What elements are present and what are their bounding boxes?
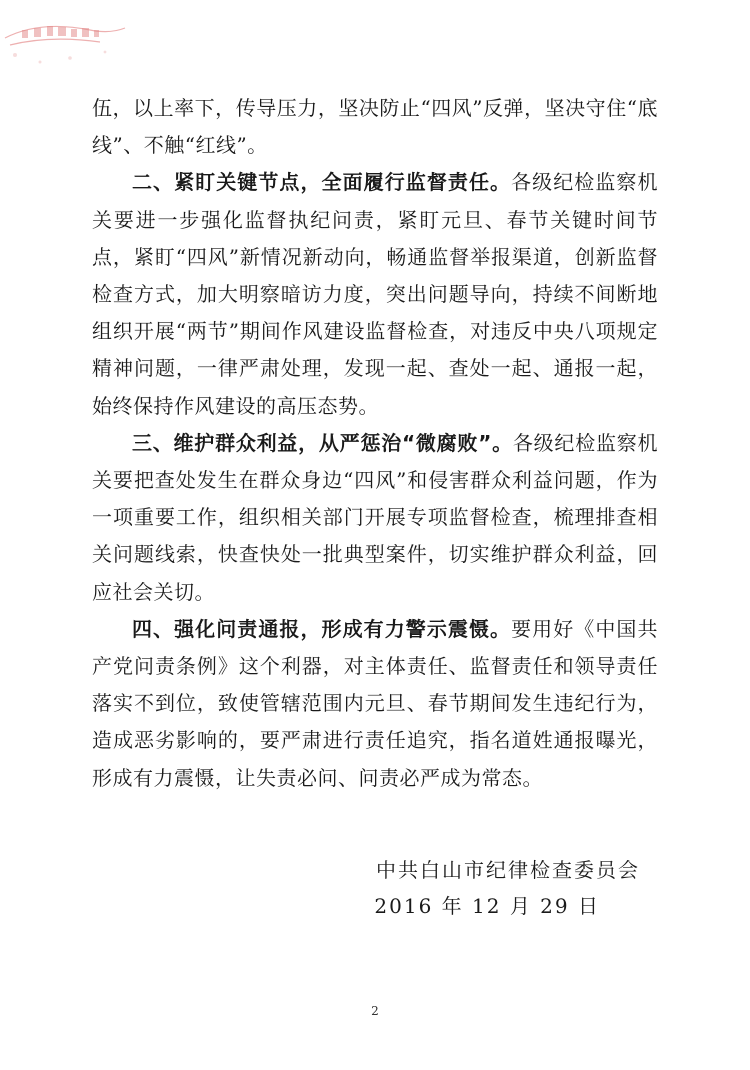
document-body (92, 90, 658, 797)
paragraph-text: 各级纪检监察机关要进一步强化监督执纪问责，紧盯元旦、春节关键时间节点，紧盯“四风”新情况新动向，畅通监督举报渠道，创新监督检查方式，加大明察暗访力度，突出问题导向，持续不间断地组织开展“两节”期间作风建设监督检查，对违反中央八项规定精神问题，一律严肃处理，发现一起、查处一起、通报一起，始终保持作风建设的高压态势。 (92, 170, 658, 418)
paragraph-section-2 (92, 164, 658, 424)
section-heading: 四、强化问责通报，形成有力警示震慑。 (132, 616, 512, 641)
paragraph-text: 要用好《中国共产党问责条例》这个利器，对主体责任、监督责任和领导责任落实不到位，致使管辖范围内元旦、春节期间发生违纪行为，造成恶劣影响的，要严肃进行责任追究，指名道姓通报曝光，形成有力震慑，让失责必问、问责必严成为常态。 (92, 616, 658, 790)
paragraph-section-3 (92, 425, 658, 611)
red-seal-fragment (0, 0, 130, 80)
page-number: 2 (371, 1004, 379, 1018)
paragraph-text: 各级纪检监察机关要把查处发生在群众身边“四风”和侵害群众利益问题，作为一项重要工作，组织相关部门开展专项监督检查，梳理排查相关问题线索，快查快处一批典型案件，切实维护群众利益，回应社会关切。 (92, 430, 658, 604)
issue-date: 2016 年 12 月 29 日 (374, 894, 600, 918)
section-heading: 二、紧盯关键节点，全面履行监督责任。 (132, 170, 512, 195)
paragraph-continuation (92, 90, 658, 164)
signature-block (374, 852, 640, 924)
paragraph-section-4 (92, 611, 658, 797)
paragraph-text: 伍，以上率下，传导压力，坚决防止“四风”反弹，坚决守住“底线”、不触“红线”。 (92, 96, 658, 158)
issuing-organization: 中共白山市纪律检查委员会 (376, 858, 640, 882)
section-heading: 三、维护群众利益，从严惩治“微腐败”。 (132, 430, 513, 455)
